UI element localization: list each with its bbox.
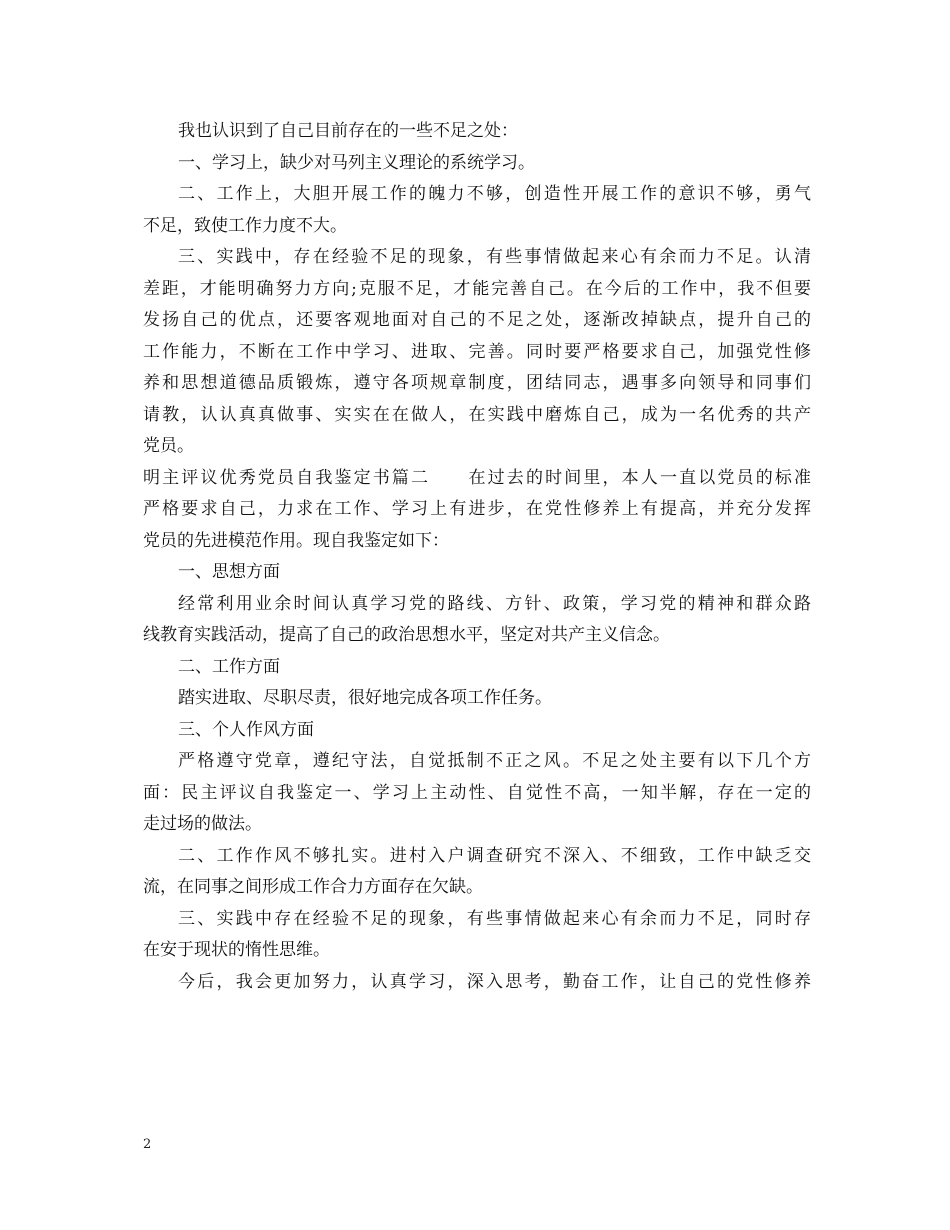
text-line: 三、实践中存在经验不足的现象，有些事情做起来心有余而力不足，同时存 xyxy=(178,908,811,929)
text-line: 不足，致使工作力度不大。 xyxy=(143,215,347,236)
text-line: 面：民主评议自我鉴定一、学习上主动性、自觉性不高，一知半解，存在一定的 xyxy=(143,782,811,803)
text-line: 二、工作作风不够扎实。进村入户调查研究不深入、不细致，工作中缺乏交 xyxy=(178,845,811,866)
text-line: 差距，才能明确努力方向;克服不足，才能完善自己。在今后的工作中，我不但要 xyxy=(143,278,811,299)
text-line: 二、工作上，大胆开展工作的魄力不够，创造性开展工作的意识不够，勇气 xyxy=(178,184,811,204)
text-line: 在安于现状的惰性思维。 xyxy=(143,940,330,960)
text-line: 发扬自己的优点，还要客观地面对自己的不足之处，逐渐改掉缺点，提升自己的 xyxy=(143,310,811,330)
text-line: 严格遵守党章，遵纪守法，自觉抵制不正之风。不足之处主要有以下几个方 xyxy=(178,751,811,771)
text-line: 一、学习上，缺少对马列主义理论的系统学习。 xyxy=(178,152,535,173)
section-heading: 一、思想方面 xyxy=(178,562,280,582)
text-line: 严格要求自己，力求在工作、学习上有进步，在党性修养上有提高，并充分发挥 xyxy=(143,499,811,519)
text-line: 党员的先进模范作用。现自我鉴定如下： xyxy=(143,530,449,551)
text-line: 线教育实践活动，提高了自己的政治思想水平，坚定对共产主义信念。 xyxy=(143,625,670,645)
section-heading: 二、工作方面 xyxy=(178,656,280,677)
text-line: 明主评议优秀党员自我鉴定书篇二 在过去的时间里，本人一直以党员的标准 xyxy=(143,467,811,488)
text-line: 今后，我会更加努力，认真学习，深入思考，勤奋工作，让自己的党性修养 xyxy=(178,971,811,992)
text-line: 养和思想道德品质锻炼，遵守各项规章制度，团结同志，遇事多向领导和同事们 xyxy=(143,373,811,393)
section-heading: 三、个人作风方面 xyxy=(178,719,314,740)
text-line: 请教，认认真真做事、实实在在做人，在实践中磨炼自己，成为一名优秀的共产 xyxy=(143,404,811,425)
text-line: 工作能力，不断在工作中学习、进取、完善。同时要严格要求自己，加强党性修 xyxy=(143,341,811,362)
text-line: 走过场的做法。 xyxy=(143,814,262,834)
text-line: 三、实践中，存在经验不足的现象，有些事情做起来心有余而力不足。认清 xyxy=(178,247,811,267)
page-number: 2 xyxy=(143,1137,152,1152)
text-line: 我也认识到了自己目前存在的一些不足之处： xyxy=(178,121,518,141)
text-line: 经常利用业余时间认真学习党的路线、方针、政策，学习党的精神和群众路 xyxy=(178,593,811,614)
document-body xyxy=(143,116,811,998)
text-line: 流，在同事之间形成工作合力方面存在欠缺。 xyxy=(143,877,483,897)
text-line: 党员。 xyxy=(143,436,194,456)
text-line: 踏实进取、尽职尽责，很好地完成各项工作任务。 xyxy=(178,688,552,708)
